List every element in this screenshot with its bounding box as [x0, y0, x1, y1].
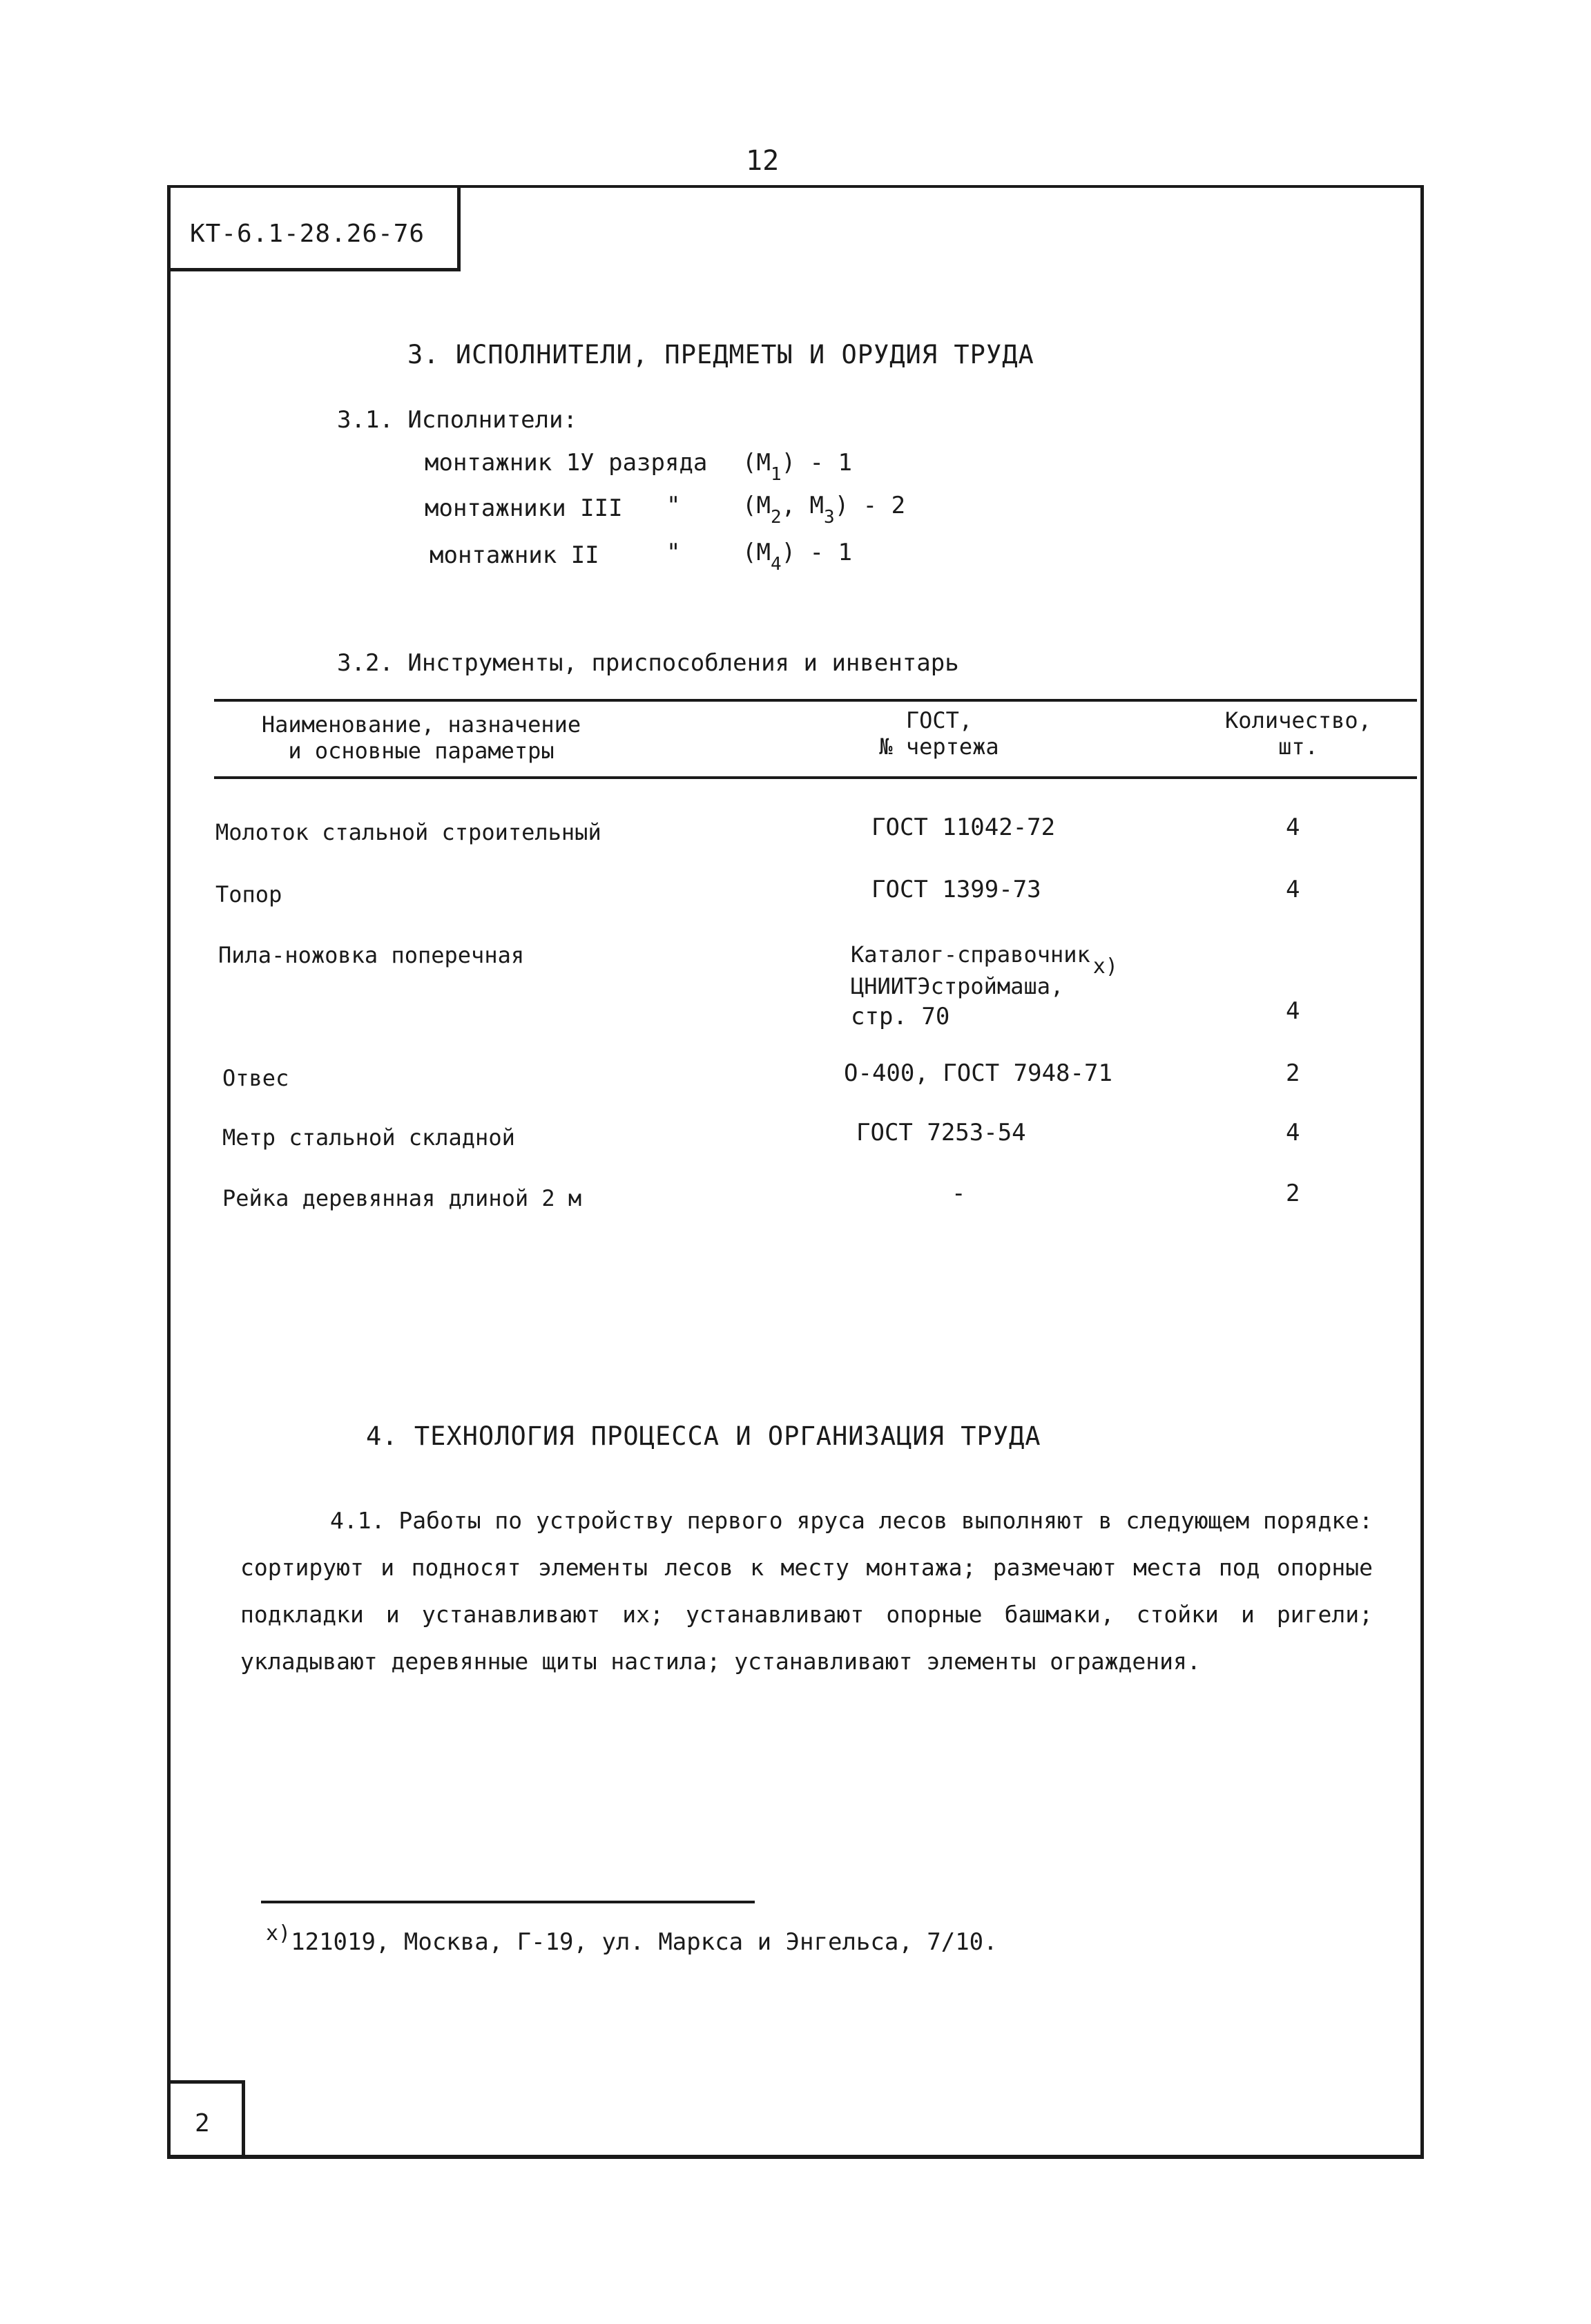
- page-number: 12: [746, 145, 780, 177]
- table-cell-name: Метр стальной складной: [222, 1124, 515, 1151]
- worker-code: ($М_2$, $М_3) - 2$: [742, 492, 906, 528]
- section4-title: 4. ТЕХНОЛОГИЯ ПРОЦЕССА И ОРГАНИЗАЦИЯ ТРУДА: [366, 1421, 1041, 1451]
- table-cell-gost: ГОСТ 11042-72: [871, 814, 1056, 841]
- ditto-mark: ": [666, 539, 681, 566]
- col-header-qty: Количество, шт.: [1225, 707, 1371, 760]
- doc-code: КТ-6.1-28.26-76: [190, 220, 425, 248]
- table-cell-qty: 2: [1286, 1059, 1300, 1087]
- table-cell-name: Топор: [215, 881, 282, 907]
- table-cell-name: Рейка деревянная длиной 2 м: [222, 1185, 582, 1211]
- footnote-mark: х): [1092, 954, 1118, 979]
- table-cell-gost: Каталог-справочник х) ЦНИИТЭстроймаша, стр. 70: [851, 941, 1118, 1030]
- worker-code: $(М_4) - 1$: [742, 539, 852, 575]
- sheet-number: 2: [195, 2109, 210, 2138]
- col-header-name: Наименование, назначение и основные параметры: [261, 711, 581, 764]
- table-cell-name: Отвес: [222, 1065, 289, 1091]
- worker-name: монтажники III: [425, 494, 623, 522]
- section4-paragraph: 4.1. Работы по устройству первого яруса лесов выполняют в следующем порядке: сортируют и подносят элементы лесов к месту монтажа; размечают места под опорные подкладки и устанавливают их; устанавливают опорные башмаки, стойки и ригели; укладывают деревянные щиты настила; устанавливают элементы ограждения.: [240, 1507, 1373, 1675]
- table-top-rule: [214, 699, 1417, 702]
- worker-name: монтажник II: [430, 541, 599, 569]
- table-cell-qty: 4: [1286, 814, 1300, 841]
- table-cell-qty: 4: [1286, 997, 1300, 1025]
- page-frame: [167, 185, 1424, 2159]
- col-header-gost: ГОСТ, № чертежа: [879, 707, 999, 760]
- table-cell-qty: 4: [1286, 1119, 1300, 1146]
- table-header-rule: [214, 776, 1417, 779]
- worker-code: $(М_1) - 1$: [742, 449, 852, 485]
- paragraph-number: 4.1.: [330, 1507, 385, 1534]
- sub31-title: 3.1. Исполнители:: [337, 406, 577, 434]
- table-cell-gost: ГОСТ 1399-73: [871, 876, 1041, 903]
- section3-title: 3. ИСПОЛНИТЕЛИ, ПРЕДМЕТЫ И ОРУДИЯ ТРУДА: [407, 340, 1034, 369]
- sub32-title: 3.2. Инструменты, приспособления и инвентарь: [337, 649, 959, 677]
- footnote-rule: [261, 1901, 755, 1903]
- table-cell-gost: -: [952, 1180, 966, 1207]
- table-cell-name: Молоток стальной строительный: [215, 819, 601, 845]
- table-cell-gost: ГОСТ 7253-54: [856, 1119, 1026, 1146]
- table-cell-name: Пила-ножовка поперечная: [218, 942, 525, 968]
- table-cell-qty: 4: [1286, 876, 1300, 903]
- table-cell-qty: 2: [1286, 1180, 1300, 1207]
- ditto-mark: ": [666, 492, 681, 519]
- footnote: х)121019, Москва, Г-19, ул. Маркса и Энгельса, 7/10.: [266, 1921, 998, 1956]
- table-cell-gost: О-400, ГОСТ 7948-71: [844, 1059, 1112, 1087]
- worker-name: монтажник 1У разряда: [425, 449, 708, 477]
